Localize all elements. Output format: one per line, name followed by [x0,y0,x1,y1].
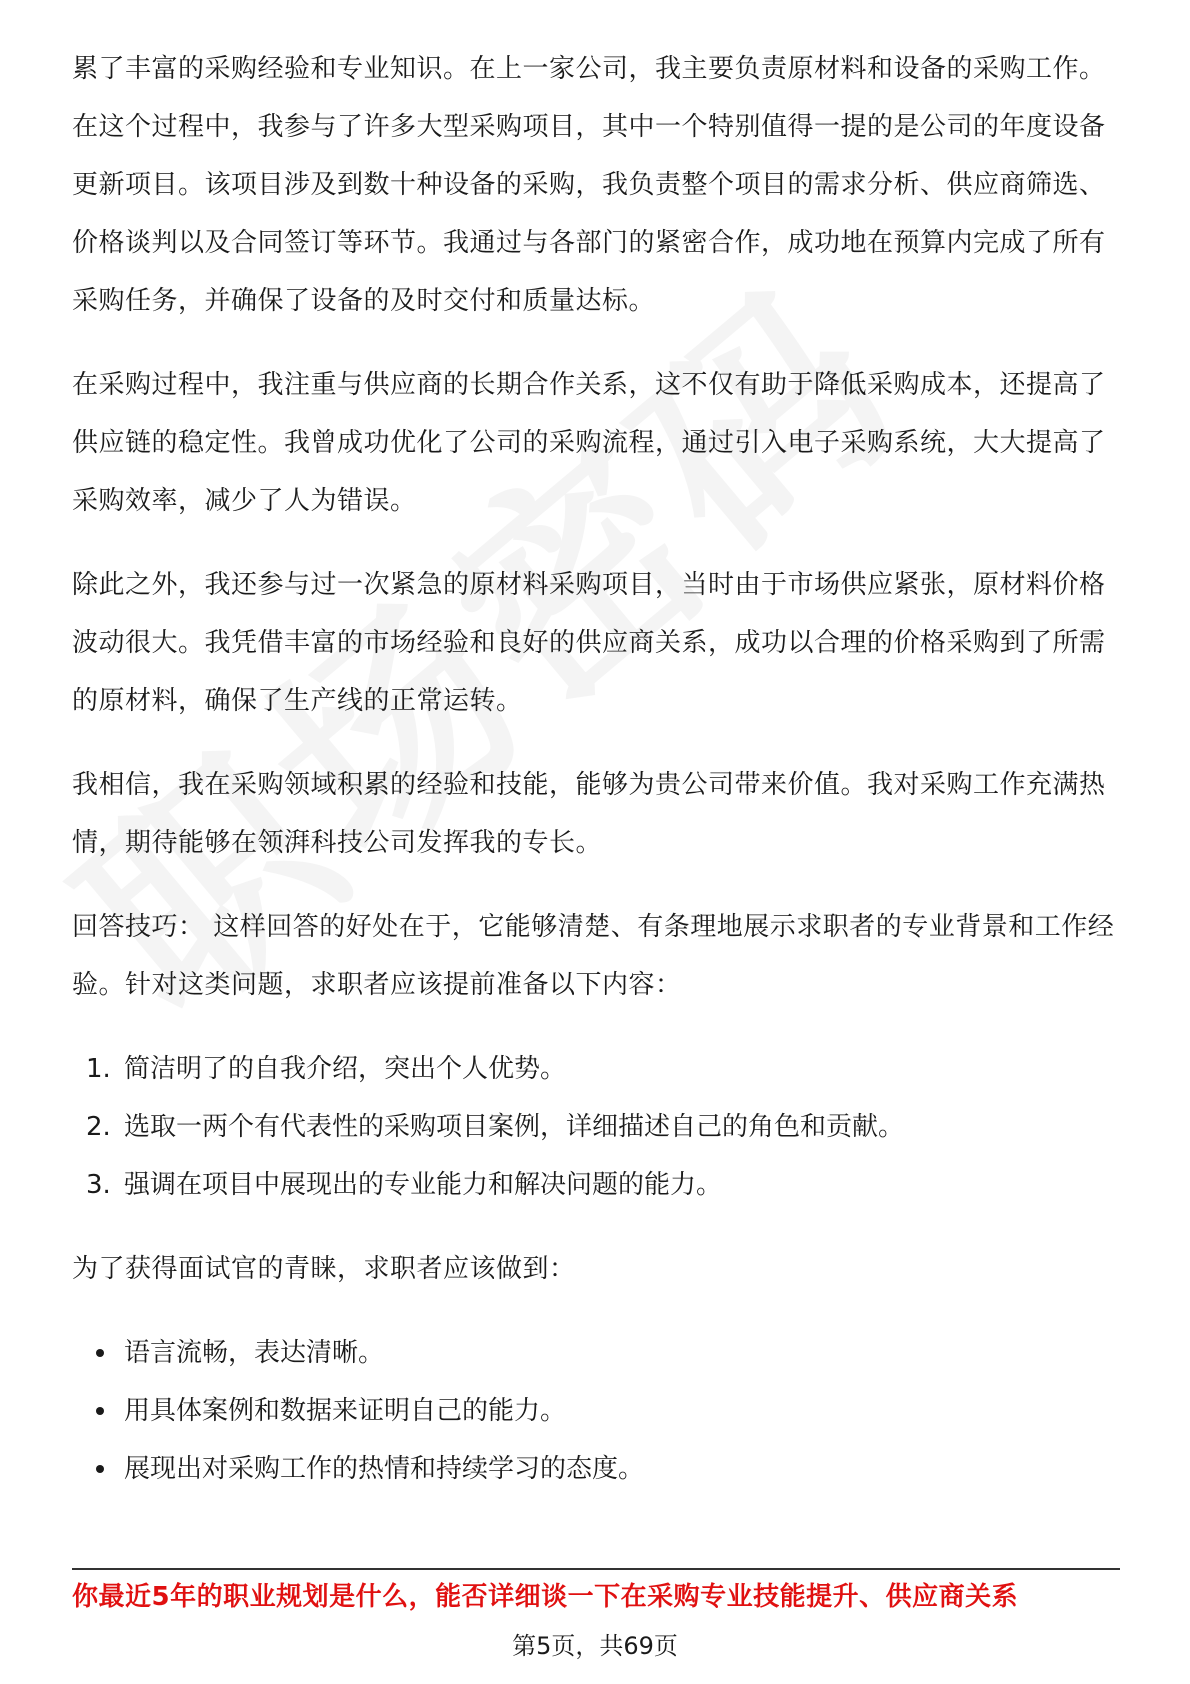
list-item [72,1156,1120,1214]
list-item [72,1040,1120,1098]
list-item-number: 3. [86,1170,111,1200]
numbered-list [72,1040,1120,1214]
list-item-number: 2. [86,1112,111,1142]
footer-divider [72,1568,1120,1570]
list-item-text: 展现出对采购工作的热情和持续学习的态度。 [124,1454,645,1484]
paragraph-conclusion: 我相信，我在采购领域积累的经验和技能，能够为贵公司带来价值。我对采购工作充满热情，期待能够在领湃科技公司发挥我的专长。 [72,770,1106,858]
list-item-text: 语言流畅，表达清晰。 [124,1338,385,1368]
list-item-text: 选取一两个有代表性的采购项目案例，详细描述自己的角色和贡献。 [124,1112,905,1142]
list-item-text: 简洁明了的自我介绍，突出个人优势。 [124,1054,567,1084]
list-item-text: 用具体案例和数据来证明自己的能力。 [124,1396,567,1426]
list-item-number: 1. [86,1054,111,1084]
document-body [72,40,1120,1498]
bullet-icon [96,1349,104,1357]
list-item [72,1382,1120,1440]
paragraph-urgent-project: 除此之外，我还参与过一次紧急的原材料采购项目，当时由于市场供应紧张，原材料价格波动很大。我凭借丰富的市场经验和良好的供应商关系，成功以合理的价格采购到了所需的原材料，确保了生产线的正常运转。 [72,570,1106,716]
bullet-icon [96,1465,104,1473]
list-item [72,1440,1120,1498]
paragraph-answer-tips: 回答技巧： 这样回答的好处在于，它能够清楚、有条理地展示求职者的专业背景和工作经验。针对这类问题，求职者应该提前准备以下内容： [72,912,1115,1000]
page-number: 第5页，共69页 [512,1632,678,1660]
paragraph-supplier-relations: 在采购过程中，我注重与供应商的长期合作关系，这不仅有助于降低采购成本，还提高了供应链的稳定性。我曾成功优化了公司的采购流程，通过引入电子采购系统，大大提高了采购效率，减少了人为错误。 [72,370,1106,516]
list-item-text: 强调在项目中展现出的专业能力和解决问题的能力。 [124,1170,723,1200]
list-item [72,1324,1120,1382]
bullet-icon [96,1407,104,1415]
next-question-heading: 你最近5年的职业规划是什么，能否详细谈一下在采购专业技能提升、供应商关系 [72,1582,1019,1612]
list-item [72,1098,1120,1156]
paragraph-interviewer-favor: 为了获得面试官的青睐，求职者应该做到： [72,1254,576,1284]
paragraph-experience: 累了丰富的采购经验和专业知识。在上一家公司，我主要负责原材料和设备的采购工作。在这个过程中，我参与了许多大型采购项目，其中一个特别值得一提的是公司的年度设备更新项目。该项目涉及到数十种设备的采购，我负责整个项目的需求分析、供应商筛选、价格谈判以及合同签订等环节。我通过与各部门的紧密合作，成功地在预算内完成了所有采购任务，并确保了设备的及时交付和质量达标。 [72,54,1106,316]
bullet-list [72,1324,1120,1498]
